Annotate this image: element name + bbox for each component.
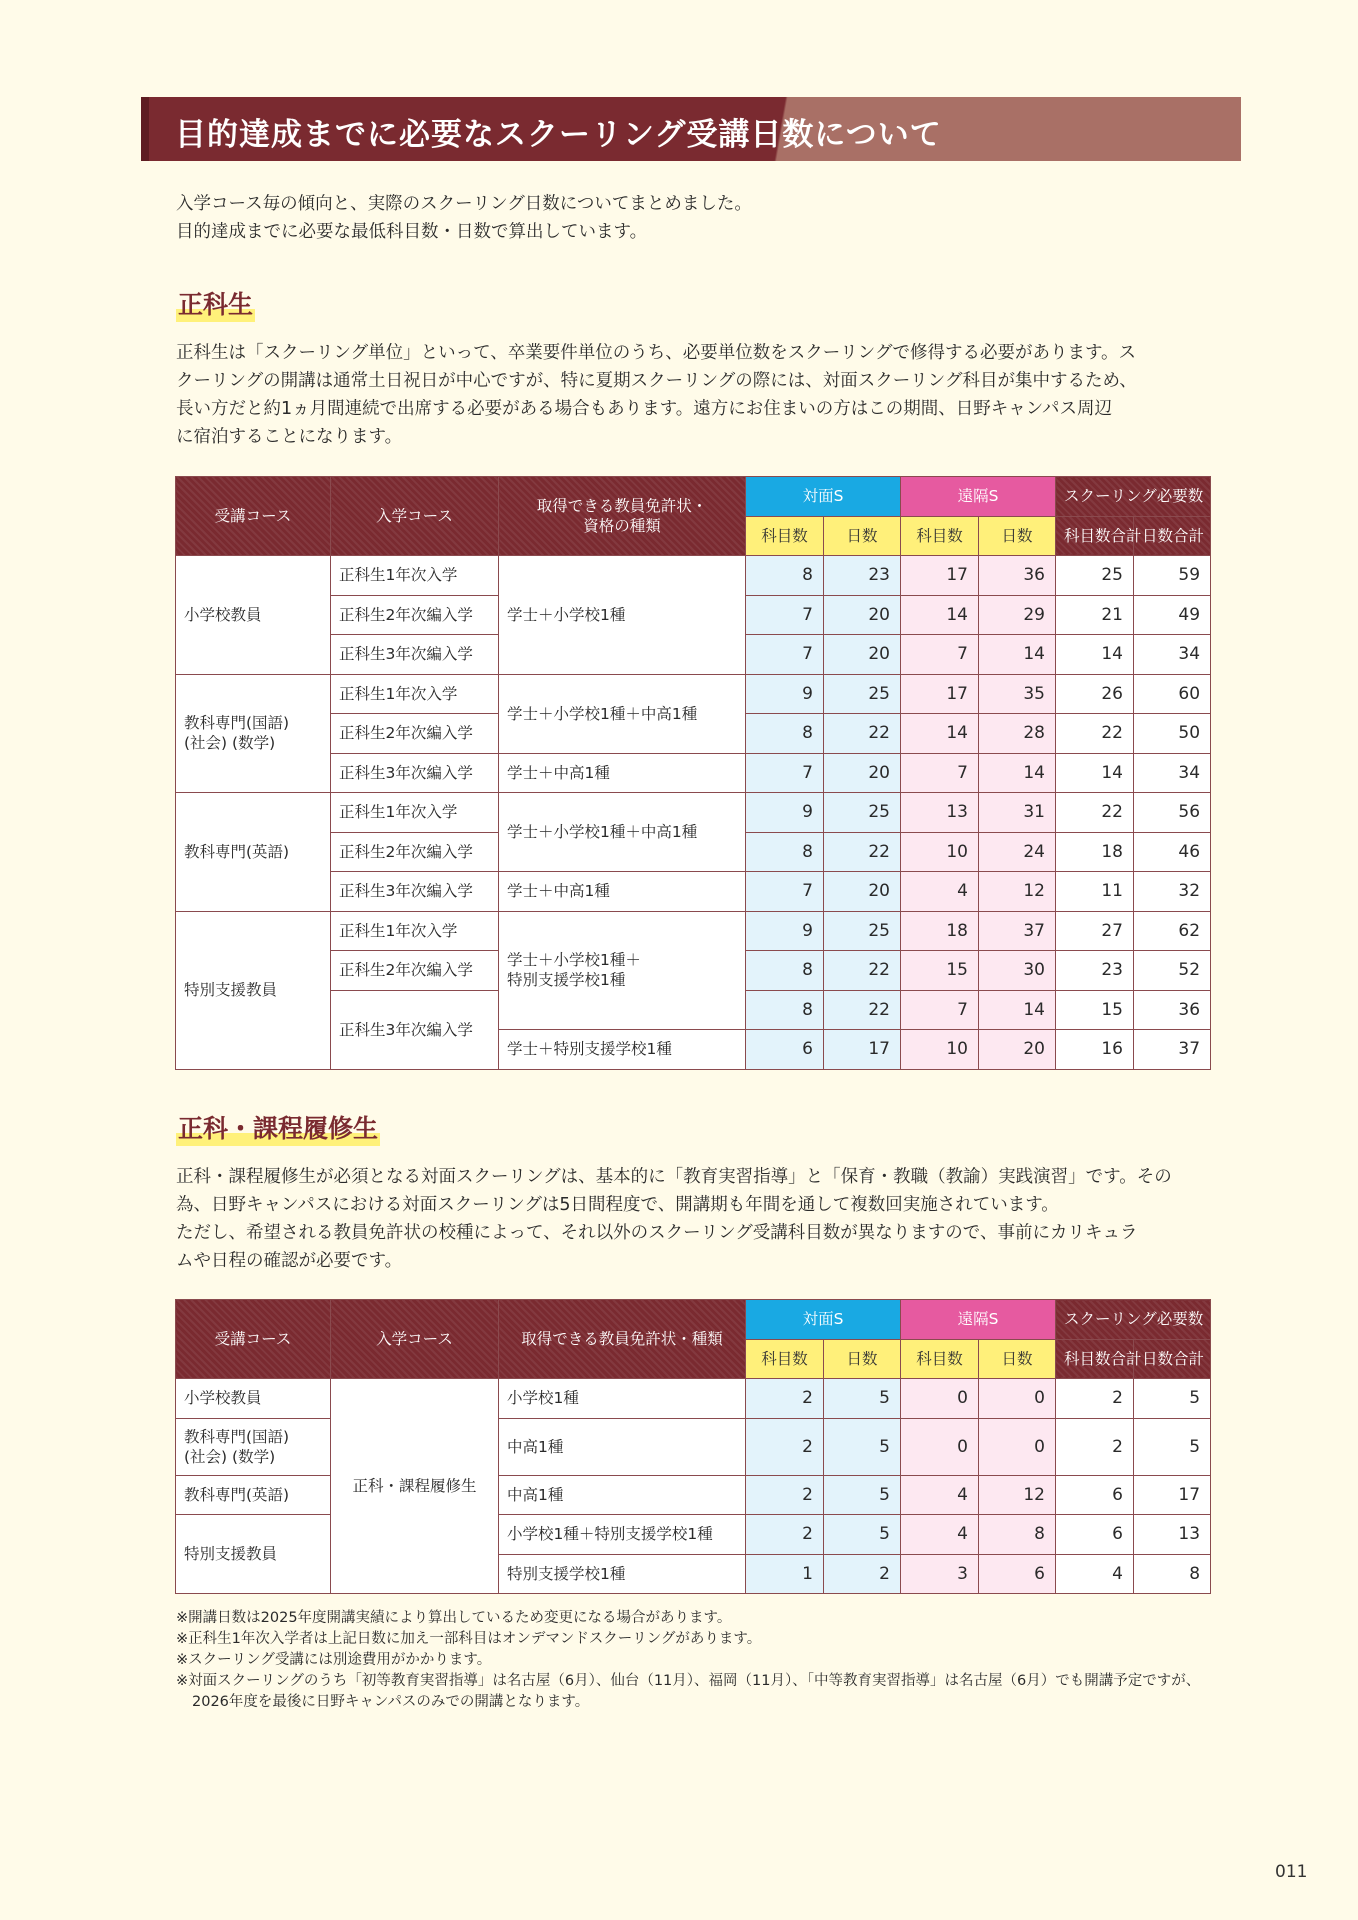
course-cell: 教科専門(英語)	[176, 1475, 331, 1515]
value-cell: 22	[1056, 793, 1134, 833]
table-row	[176, 674, 1211, 714]
license-cell: 特別支援学校1種	[499, 1554, 746, 1594]
value-cell: 15	[901, 951, 979, 991]
page-number: 011	[1275, 1862, 1308, 1882]
value-cell: 8	[746, 556, 824, 596]
entry-cell: 正科生3年次編入学	[331, 753, 499, 793]
value-cell: 7	[746, 753, 824, 793]
value-cell: 2	[824, 1554, 901, 1594]
course-cell	[176, 674, 331, 793]
value-cell: 20	[824, 753, 901, 793]
value-cell: 5	[1134, 1418, 1211, 1475]
entry-cell: 正科生3年次編入学	[331, 635, 499, 675]
paragraph-line: 正科・課程履修生が必須となる対面スクーリングは、基本的に「教育実習指導」と「保育・教職（教諭）実践演習」です。その	[176, 1167, 1172, 1187]
value-cell: 14	[1056, 635, 1134, 675]
value-cell: 31	[979, 793, 1056, 833]
value-cell: 10	[901, 1030, 979, 1070]
table-row	[176, 911, 1211, 951]
header-face: 対面S	[746, 477, 901, 517]
header-subjects: 科目数	[746, 516, 824, 556]
value-cell: 20	[979, 1030, 1056, 1070]
footnote: ※正科生1年次入学者は上記日数に加え一部科目はオンデマンドスクーリングがあります。	[176, 1631, 762, 1647]
value-cell: 52	[1134, 951, 1211, 991]
course-cell: 小学校教員	[176, 556, 331, 675]
value-cell: 5	[824, 1379, 901, 1419]
value-cell: 5	[824, 1418, 901, 1475]
header-total: スクーリング必要数	[1056, 1300, 1211, 1340]
value-cell: 11	[1056, 872, 1134, 912]
value-cell: 22	[824, 951, 901, 991]
value-cell: 14	[1056, 753, 1134, 793]
license-label: 学士＋小学校1種＋ 特別支援学校1種	[507, 951, 641, 990]
value-cell: 2	[746, 1418, 824, 1475]
value-cell: 20	[824, 872, 901, 912]
value-cell: 7	[901, 753, 979, 793]
value-cell: 1	[746, 1554, 824, 1594]
value-cell: 12	[979, 1475, 1056, 1515]
header-entry: 入学コース	[331, 477, 499, 556]
intro-line: 目的達成までに必要な最低科目数・日数で算出しています。	[176, 222, 648, 242]
entry-cell: 正科生2年次編入学	[331, 832, 499, 872]
entry-cell: 正科生1年次入学	[331, 556, 499, 596]
header-days: 日数	[824, 516, 901, 556]
value-cell: 20	[824, 595, 901, 635]
entry-cell: 正科生1年次入学	[331, 911, 499, 951]
value-cell: 25	[824, 674, 901, 714]
value-cell: 8	[746, 714, 824, 754]
intro-line: 入学コース毎の傾向と、実際のスクーリング日数についてまとめました。	[176, 194, 752, 214]
header-license: 取得できる教員免許状・ 資格の種類	[499, 477, 746, 556]
value-cell: 62	[1134, 911, 1211, 951]
license-cell: 小学校1種	[499, 1379, 746, 1419]
section-heading-regular: 正科生	[176, 288, 255, 322]
license-cell: 学士＋中高1種	[499, 753, 746, 793]
paragraph-line: ムや日程の確認が必要です。	[176, 1251, 403, 1271]
value-cell: 22	[824, 990, 901, 1030]
entry-cell: 正科生2年次編入学	[331, 714, 499, 754]
value-cell: 2	[1056, 1418, 1134, 1475]
course-cell: 特別支援教員	[176, 1515, 331, 1594]
value-cell: 6	[1056, 1475, 1134, 1515]
value-cell: 25	[824, 911, 901, 951]
value-cell: 30	[979, 951, 1056, 991]
value-cell: 2	[1056, 1379, 1134, 1419]
license-cell: 小学校1種＋特別支援学校1種	[499, 1515, 746, 1555]
entry-cell: 正科生1年次入学	[331, 674, 499, 714]
page-title: 目的達成までに必要なスクーリング受講日数について	[175, 117, 942, 153]
entry-cell: 正科生2年次編入学	[331, 951, 499, 991]
value-cell: 3	[901, 1554, 979, 1594]
value-cell: 10	[901, 832, 979, 872]
value-cell: 8	[1134, 1554, 1211, 1594]
header-subjects-total: 科目数合計	[1056, 1339, 1134, 1379]
value-cell: 4	[1056, 1554, 1134, 1594]
value-cell: 14	[979, 990, 1056, 1030]
value-cell: 25	[1056, 556, 1134, 596]
intro-text	[176, 190, 1216, 246]
value-cell: 14	[979, 635, 1056, 675]
value-cell: 36	[1134, 990, 1211, 1030]
value-cell: 49	[1134, 595, 1211, 635]
value-cell: 15	[1056, 990, 1134, 1030]
value-cell: 5	[1134, 1379, 1211, 1419]
value-cell: 25	[824, 793, 901, 833]
section-paragraph-course-taker	[176, 1163, 1216, 1275]
value-cell: 4	[901, 1475, 979, 1515]
value-cell: 7	[746, 595, 824, 635]
value-cell: 37	[1134, 1030, 1211, 1070]
value-cell: 23	[1056, 951, 1134, 991]
value-cell: 2	[746, 1379, 824, 1419]
value-cell: 17	[901, 556, 979, 596]
value-cell: 34	[1134, 635, 1211, 675]
value-cell: 6	[1056, 1515, 1134, 1555]
paragraph-line: に宿泊することになります。	[176, 427, 403, 447]
value-cell: 22	[824, 714, 901, 754]
value-cell: 46	[1134, 832, 1211, 872]
value-cell: 14	[979, 753, 1056, 793]
value-cell: 7	[746, 635, 824, 675]
header-days-total: 日数合計	[1134, 516, 1211, 556]
entry-cell: 正科生2年次編入学	[331, 595, 499, 635]
header-days: 日数	[824, 1339, 901, 1379]
header-subjects: 科目数	[746, 1339, 824, 1379]
course-cell: 特別支援教員	[176, 911, 331, 1069]
entry-cell: 正科生3年次編入学	[331, 872, 499, 912]
value-cell: 60	[1134, 674, 1211, 714]
license-cell: 中高1種	[499, 1418, 746, 1475]
table-row	[176, 753, 1211, 793]
header-subjects: 科目数	[901, 516, 979, 556]
header-license: 取得できる教員免許状・種類	[499, 1300, 746, 1379]
section-paragraph-regular	[176, 339, 1216, 451]
value-cell: 7	[901, 990, 979, 1030]
value-cell: 5	[824, 1475, 901, 1515]
value-cell: 8	[746, 951, 824, 991]
value-cell: 8	[979, 1515, 1056, 1555]
value-cell: 2	[746, 1475, 824, 1515]
license-cell: 学士＋小学校1種	[499, 556, 746, 675]
license-cell: 学士＋小学校1種＋中高1種	[499, 793, 746, 872]
value-cell: 18	[1056, 832, 1134, 872]
value-cell: 16	[1056, 1030, 1134, 1070]
value-cell: 17	[901, 674, 979, 714]
header-days: 日数	[979, 1339, 1056, 1379]
value-cell: 35	[979, 674, 1056, 714]
value-cell: 32	[1134, 872, 1211, 912]
value-cell: 13	[1134, 1515, 1211, 1555]
value-cell: 50	[1134, 714, 1211, 754]
entry-cell: 正科・課程履修生	[331, 1379, 499, 1594]
regular-student-table	[175, 476, 1211, 1070]
course-taker-table	[175, 1299, 1211, 1594]
header-entry: 入学コース	[331, 1300, 499, 1379]
paragraph-line: ただし、希望される教員免許状の校種によって、それ以外のスクーリング受講科目数が異なりますので、事前にカリキュラ	[176, 1223, 1138, 1243]
license-cell	[499, 911, 746, 1030]
course-cell: 教科専門(英語)	[176, 793, 331, 912]
table-row	[176, 872, 1211, 912]
entry-cell: 正科生1年次入学	[331, 793, 499, 833]
course-label: 教科専門(国語) (社会) (数学)	[184, 1427, 290, 1466]
value-cell: 0	[901, 1379, 979, 1419]
header-course: 受講コース	[176, 477, 331, 556]
value-cell: 0	[979, 1418, 1056, 1475]
value-cell: 9	[746, 793, 824, 833]
value-cell: 0	[979, 1379, 1056, 1419]
header-course: 受講コース	[176, 1300, 331, 1379]
license-cell: 中高1種	[499, 1475, 746, 1515]
value-cell: 2	[746, 1515, 824, 1555]
value-cell: 13	[901, 793, 979, 833]
value-cell: 17	[824, 1030, 901, 1070]
title-banner	[141, 97, 1241, 161]
value-cell: 5	[824, 1515, 901, 1555]
value-cell: 4	[901, 1515, 979, 1555]
header-subjects: 科目数	[901, 1339, 979, 1379]
header-remote: 遠隔S	[901, 1300, 1056, 1340]
value-cell: 34	[1134, 753, 1211, 793]
header-total: スクーリング必要数	[1056, 477, 1211, 517]
footnotes	[176, 1608, 1216, 1713]
value-cell: 14	[901, 714, 979, 754]
header-remote: 遠隔S	[901, 477, 1056, 517]
footnote: ※開講日数は2025年度開講実績により算出しているため変更になる場合があります。	[176, 1610, 732, 1626]
value-cell: 0	[901, 1418, 979, 1475]
value-cell: 28	[979, 714, 1056, 754]
value-cell: 14	[901, 595, 979, 635]
value-cell: 36	[979, 556, 1056, 596]
section-heading-course-taker: 正科・課程履修生	[176, 1112, 380, 1146]
entry-cell: 正科生3年次編入学	[331, 990, 499, 1069]
table-row	[176, 1379, 1211, 1419]
license-cell: 学士＋小学校1種＋中高1種	[499, 674, 746, 753]
value-cell: 56	[1134, 793, 1211, 833]
value-cell: 59	[1134, 556, 1211, 596]
value-cell: 6	[746, 1030, 824, 1070]
course-cell	[176, 1418, 331, 1475]
value-cell: 27	[1056, 911, 1134, 951]
header-subjects-total: 科目数合計	[1056, 516, 1134, 556]
value-cell: 21	[1056, 595, 1134, 635]
value-cell: 17	[1134, 1475, 1211, 1515]
value-cell: 29	[979, 595, 1056, 635]
header-face: 対面S	[746, 1300, 901, 1340]
value-cell: 8	[746, 990, 824, 1030]
value-cell: 24	[979, 832, 1056, 872]
value-cell: 22	[1056, 714, 1134, 754]
value-cell: 37	[979, 911, 1056, 951]
value-cell: 26	[1056, 674, 1134, 714]
value-cell: 6	[979, 1554, 1056, 1594]
value-cell: 20	[824, 635, 901, 675]
license-cell: 学士＋中高1種	[499, 872, 746, 912]
license-cell: 学士＋特別支援学校1種	[499, 1030, 746, 1070]
paragraph-line: 長い方だと約1ヵ月間連続で出席する必要がある場合もあります。遠方にお住まいの方はこの期間、日野キャンパス周辺	[176, 399, 1113, 419]
value-cell: 9	[746, 911, 824, 951]
value-cell: 23	[824, 556, 901, 596]
footnote: ※対面スクーリングのうち「初等教育実習指導」は名古屋（6月）、仙台（11月）、福岡（11月）、「中等教育実習指導」は名古屋（6月）でも開講予定ですが、2026年度を最後に日野キャンパスのみでの開講となります。	[176, 1673, 1201, 1710]
value-cell: 7	[746, 872, 824, 912]
header-days: 日数	[979, 516, 1056, 556]
value-cell: 18	[901, 911, 979, 951]
value-cell: 8	[746, 832, 824, 872]
footnote: ※スクーリング受講には別途費用がかかります。	[176, 1652, 492, 1668]
course-label: 教科専門(国語) (社会) (数学)	[184, 714, 290, 753]
value-cell: 7	[901, 635, 979, 675]
paragraph-line: 為、日野キャンパスにおける対面スクーリングは5日間程度で、開講期も年間を通して複数回実施されています。	[176, 1195, 1059, 1215]
value-cell: 4	[901, 872, 979, 912]
header-days-total: 日数合計	[1134, 1339, 1211, 1379]
value-cell: 9	[746, 674, 824, 714]
paragraph-line: 正科生は「スクーリング単位」といって、卒業要件単位のうち、必要単位数をスクーリングで修得する必要があります。ス	[176, 343, 1137, 363]
value-cell: 22	[824, 832, 901, 872]
course-cell: 小学校教員	[176, 1379, 331, 1419]
table-row	[176, 556, 1211, 596]
paragraph-line: クーリングの開講は通常土日祝日が中心ですが、特に夏期スクーリングの際には、対面スクーリング科目が集中するため、	[176, 371, 1137, 391]
value-cell: 12	[979, 872, 1056, 912]
table-row	[176, 793, 1211, 833]
